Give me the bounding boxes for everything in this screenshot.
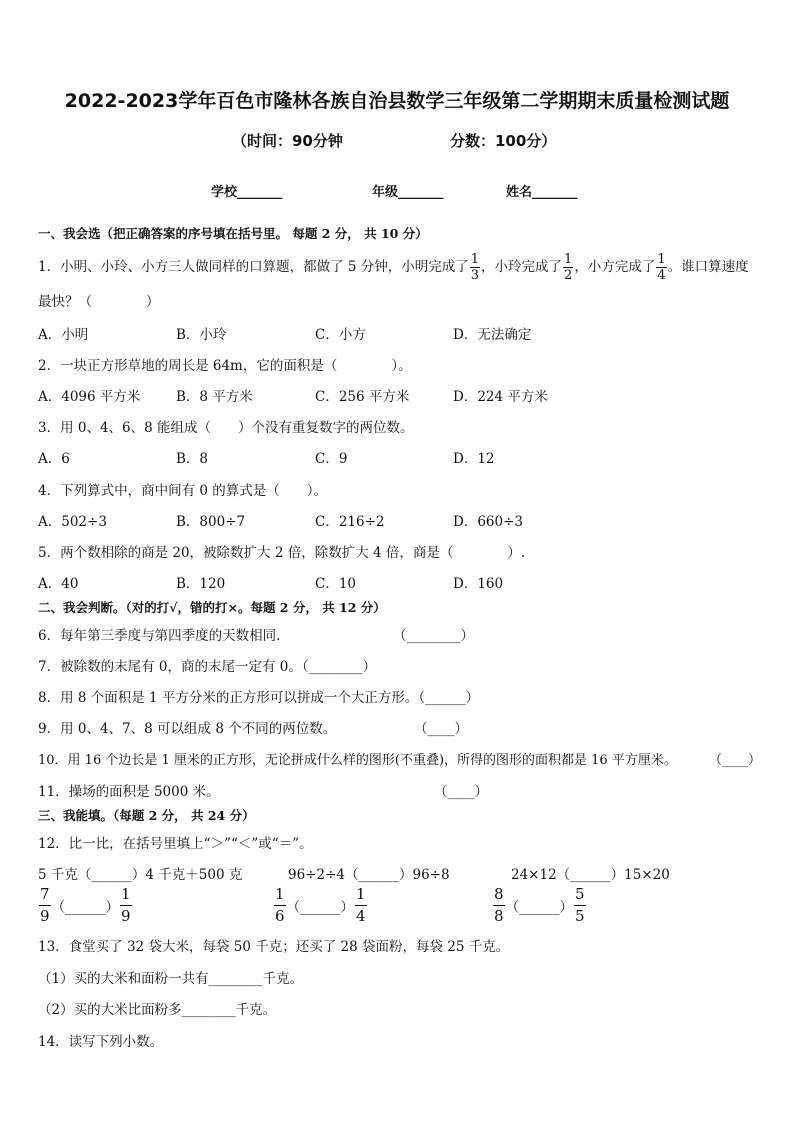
answer-blank[interactable]: （____） [709,753,762,768]
option-c[interactable]: C．256 平方米 [315,389,410,405]
question-8: 8．用 8 个面积是 1 平方分米的正方形可以拼成一个大正方形。（______） [38,690,480,706]
section-heading: 三、我能填。（每题 2 分， 共 24 分） [38,808,255,823]
option-b[interactable]: B．800÷7 [176,514,246,530]
option-d[interactable]: D．160 [453,576,504,592]
exam-time: （时间：90分钟 [232,132,343,150]
fraction: $\frac{1}{4}$ [356,885,366,925]
answer-blank[interactable]: （____） [434,784,488,800]
option-a[interactable]: A．6 [38,451,70,467]
compare-item: 5 千克（______）4 千克＋500 克 [38,867,243,883]
question-13-part-1: （1）买的大米和面粉一共有________千克。 [38,971,304,987]
option-a[interactable]: A．502÷3 [38,514,107,530]
option-b[interactable]: B．8 平方米 [176,389,253,405]
question-12: 12．比一比，在括号里填上“＞”“＜”或“＝”。 [38,836,313,852]
answer-blank[interactable]: （______） [505,899,574,916]
answer-blank[interactable]: （____） [414,721,468,737]
fraction: $\frac{1}{4}$ [657,252,666,283]
name-field[interactable]: 姓名_______ [506,185,578,200]
fraction: $\frac{8}{8}$ [494,885,504,925]
question-6: 6．每年第三季度与第四季度的天数相同. [38,628,281,644]
answer-blank[interactable]: （______） [286,899,355,916]
fraction: $\frac{5}{5}$ [575,885,585,925]
question-1: 1．小明、小玲、小方三人做同样的口算题，都做了 5 分钟，小明完成了 $\frac{1}{3}$ ，小玲完成了 $\frac{1}{2}$ ，小方完成了 $\frac{1}{4}$ 。谁口算速度 [38,252,749,283]
exam-score: 分数：100分） [450,132,557,150]
option-d[interactable]: D．无法确定 [453,327,532,343]
question-10: 10．用 16 个边长是 1 厘米的正方形，无论拼成什么样的图形(不重叠)，所得的图形的面积都是 16 平方厘米。 [38,753,677,768]
fraction: $\frac{1}{9}$ [121,885,131,925]
option-d[interactable]: D．224 平方米 [453,389,548,405]
compare-fraction-item [492,887,587,924]
question-11: 11．操场的面积是 5000 米。 [38,784,220,800]
fraction: $\frac{7}{9}$ [40,885,50,925]
option-b[interactable]: B．小玲 [176,327,227,343]
fraction: $\frac{1}{2}$ [564,252,573,283]
question-7: 7．被除数的末尾有 0，商的末尾一定有 0。（________） [38,659,377,675]
fraction: $\frac{1}{3}$ [470,252,480,283]
option-c[interactable]: C．10 [315,576,357,592]
question-1-line2: 最快？（ ） [38,294,160,310]
question-2: 2．一块正方形草地的周长是 64m，它的面积是（ ）。 [38,358,412,374]
question-4: 4．下列算式中，商中间有 0 的算式是（ ）。 [38,483,328,499]
option-a[interactable]: A．小明 [38,327,89,343]
answer-blank[interactable]: （______） [51,899,120,916]
option-d[interactable]: D．12 [453,451,495,467]
fraction: $\frac{1}{6}$ [275,885,285,925]
section-heading: 二、我会判断。（对的打√，错的打×。每题 2 分， 共 12 分） [38,600,386,615]
compare-fraction-item [38,887,133,924]
option-c[interactable]: C．216÷2 [315,514,385,530]
option-b[interactable]: B．120 [176,576,226,592]
option-c[interactable]: C．小方 [315,327,366,343]
option-d[interactable]: D．660÷3 [453,514,523,530]
compare-fraction-item [273,887,368,924]
question-13: 13．食堂买了 32 袋大米，每袋 50 千克；还买了 28 袋面粉，每袋 25 千克。 [38,939,510,955]
option-b[interactable]: B．8 [176,451,209,467]
question-14: 14．读写下列小数。 [38,1034,164,1050]
answer-blank[interactable]: （________） [393,628,474,644]
page-title: 2022-2023学年百色市隆林各族自治县数学三年级第二学期期末质量检测试题 [64,90,730,112]
option-c[interactable]: C．9 [315,451,348,467]
compare-item: 24×12（______）15×20 [511,867,670,883]
question-5: 5．两个数相除的商是 20，被除数扩大 2 倍，除数扩大 4 倍，商是（ ）. [38,545,526,561]
grade-field[interactable]: 年级_______ [372,185,444,200]
question-13-part-2: （2）买的大米比面粉多________千克。 [38,1002,277,1018]
option-a[interactable]: A．4096 平方米 [38,389,141,405]
option-a[interactable]: A．40 [38,576,79,592]
section-heading: 一、我会选（把正确答案的序号填在括号里。 每题 2 分， 共 10 分） [38,226,428,241]
compare-item: 96÷2÷4（______）96÷8 [288,867,450,883]
school-field[interactable]: 学校_______ [211,185,283,200]
question-3: 3．用 0、4、6、8 能组成（ ）个没有重复数字的两位数。 [38,420,414,436]
question-9: 9．用 0、4、7、8 可以组成 8 个不同的两位数。 [38,721,337,737]
